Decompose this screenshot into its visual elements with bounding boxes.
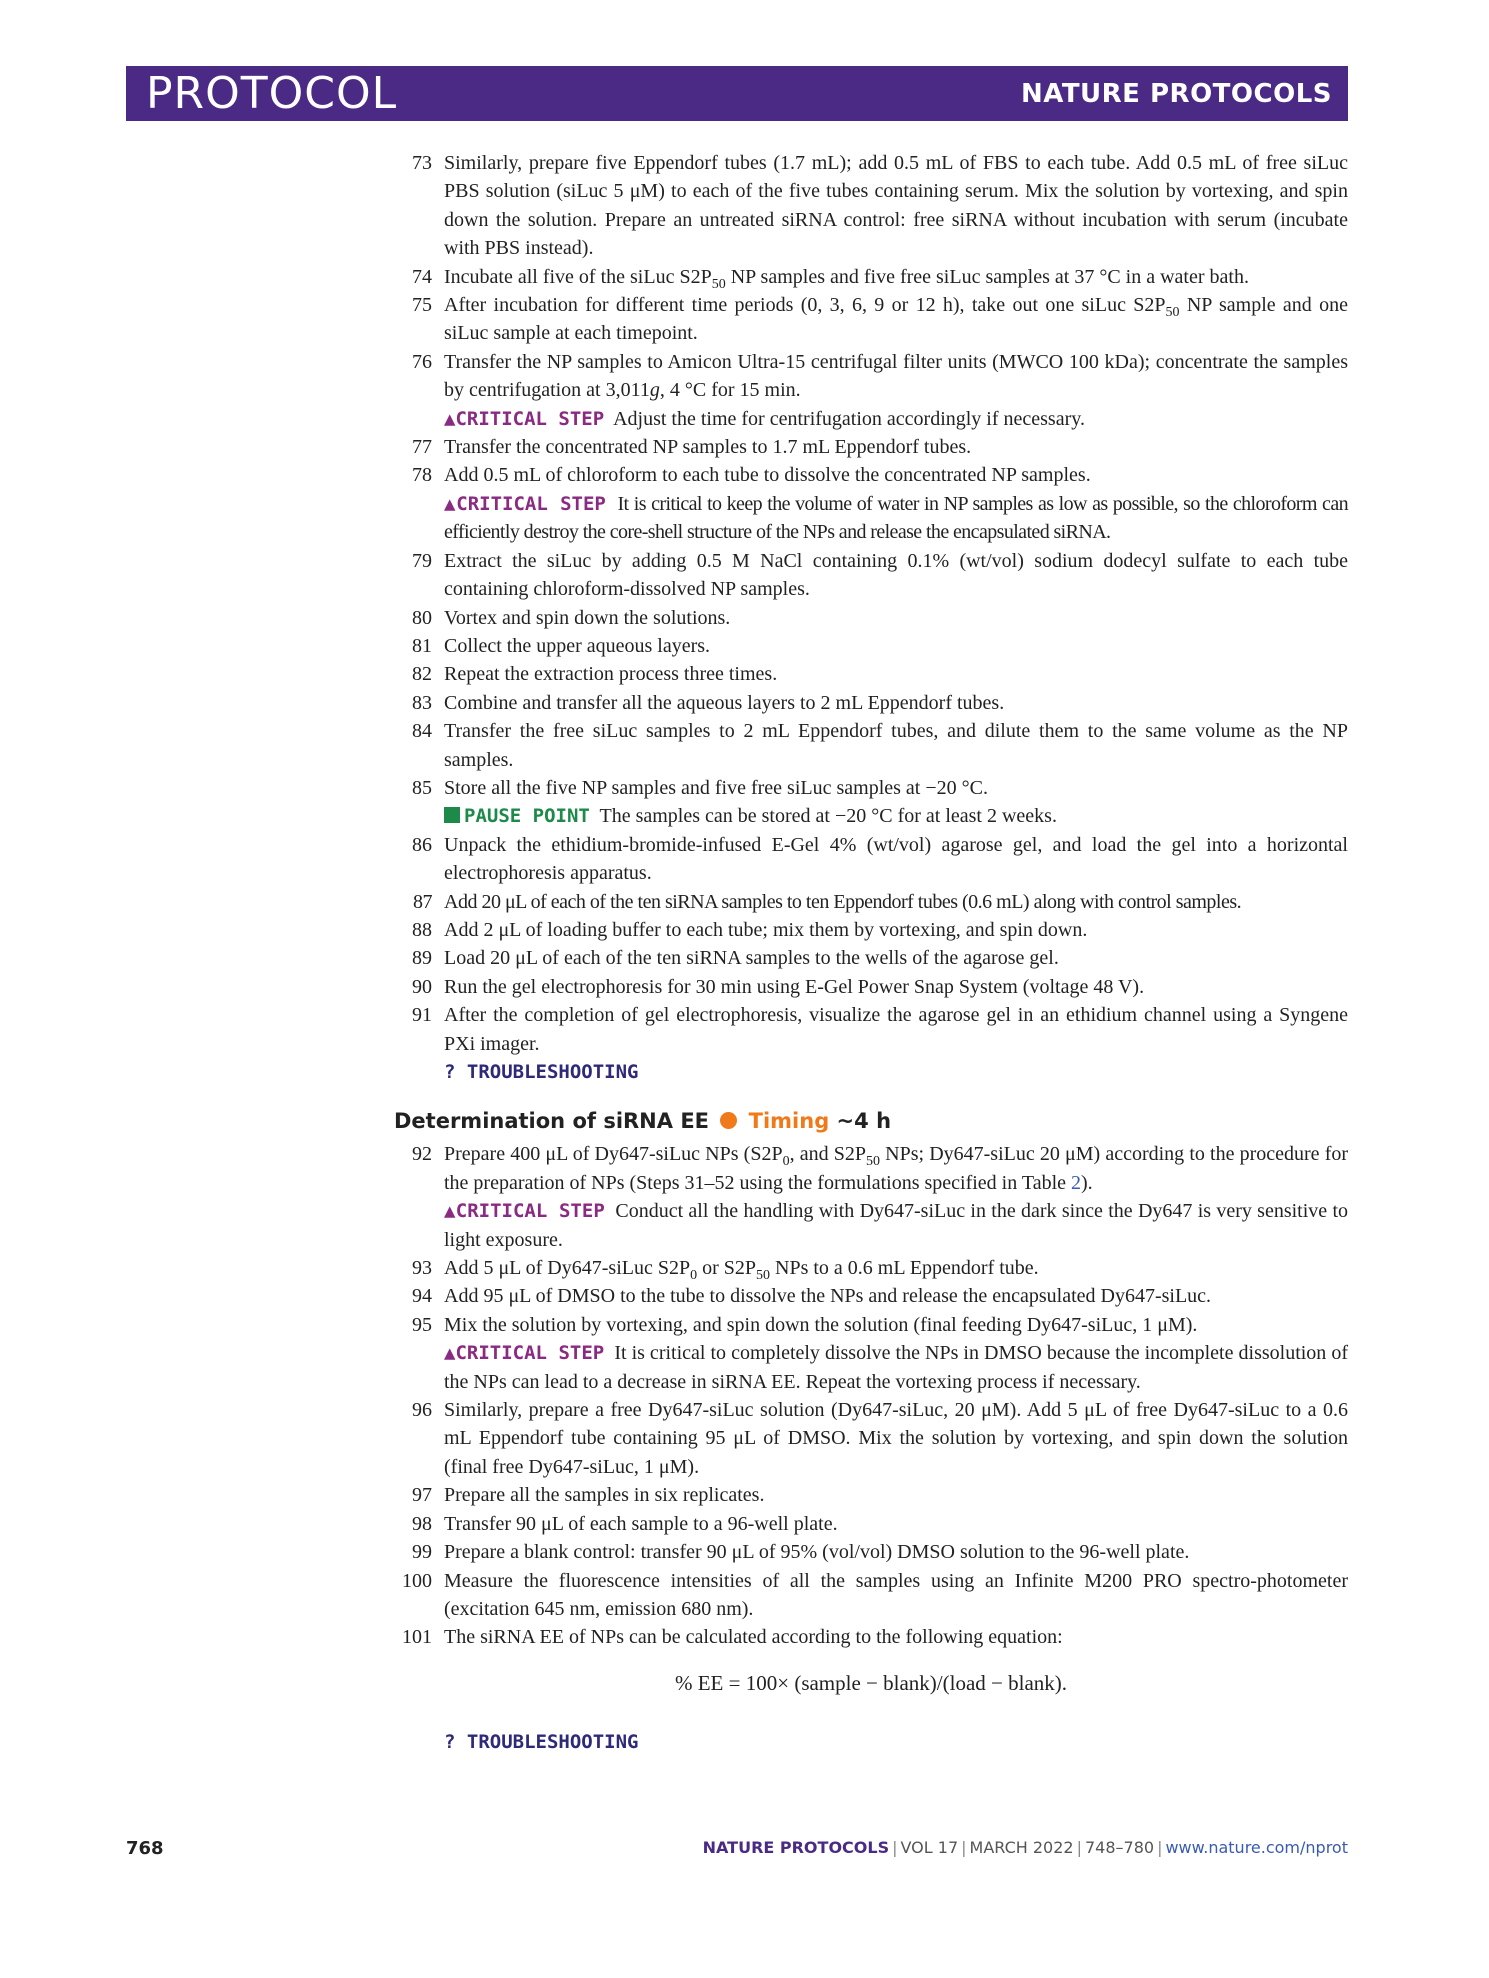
step-78 xyxy=(394,461,1348,546)
step-number: 80 xyxy=(412,606,432,629)
critical-step-label: ▲CRITICAL STEP xyxy=(444,1200,605,1223)
step-number: 99 xyxy=(412,1541,432,1564)
step-number: 90 xyxy=(412,975,432,998)
step-text: Vortex and spin down the solutions. xyxy=(444,606,731,629)
step-85 xyxy=(394,774,1348,831)
pause-point-label: PAUSE POINT xyxy=(444,805,590,827)
step-text: Measure the fluorescence intensities of all the samples using an Infinite M200 PRO spectro-photometer (excitation 645 nm, emission 680 nm). xyxy=(444,1569,1348,1620)
step-87 xyxy=(394,888,1348,916)
triangle-icon: ▲ xyxy=(444,1342,456,1365)
table-reference-link[interactable]: 2 xyxy=(1071,1171,1082,1194)
pause-point-text: The samples can be stored at −20 °C for at least 2 weeks. xyxy=(599,805,1057,828)
step-number: 92 xyxy=(412,1143,432,1166)
critical-step-text: Conduct all the handling with Dy647-siLuc in the dark since the Dy647 is very sensitive to light exposure. xyxy=(444,1200,1349,1251)
step-text: Transfer the free siLuc samples to 2 mL Eppendorf tubes, and dilute them to the same volume as the NP samples. xyxy=(444,720,1348,771)
step-text: Mix the solution by vortexing, and spin down the solution (final feeding Dy647-siLuc, 1 μM). xyxy=(444,1313,1198,1336)
step-number: 74 xyxy=(412,265,432,288)
critical-step-text: It is critical to keep the volume of water in NP samples as low as possible, so the chloroform can efficiently destroy the core-shell structure of the NPs and release the encapsulated siRNA. xyxy=(444,492,1349,544)
step-text: Extract the siLuc by adding 0.5 M NaCl containing 0.1% (wt/vol) sodium dodecyl sulfate to each tube containing chloroform-dissolved NP samples. xyxy=(444,549,1348,601)
step-89 xyxy=(394,944,1348,972)
step-text: After the completion of gel electrophoresis, visualize the agarose gel in an ethidium channel using a Syngene PXi imager. xyxy=(444,1004,1348,1055)
troubleshooting-link[interactable]: ? TROUBLESHOOTING xyxy=(444,1061,639,1083)
triangle-icon: ▲ xyxy=(444,407,456,430)
step-text: NPs to a 0.6 mL Eppendorf tube. xyxy=(770,1257,1039,1280)
step-number: 88 xyxy=(412,918,432,941)
critical-step-label: ▲CRITICAL STEP xyxy=(444,492,606,515)
journal-url-link[interactable]: www.nature.com/nprot xyxy=(1165,1838,1348,1857)
square-icon xyxy=(444,807,460,823)
subscript: 50 xyxy=(1165,305,1180,321)
step-number: 85 xyxy=(412,776,432,799)
step-96 xyxy=(394,1396,1348,1481)
step-text: Combine and transfer all the aqueous layers to 2 mL Eppendorf tubes. xyxy=(444,691,1005,714)
footer-volume: VOL 17 xyxy=(900,1838,959,1857)
step-73 xyxy=(394,149,1348,263)
timing-value: ~4 h xyxy=(836,1109,892,1134)
step-number: 96 xyxy=(412,1399,432,1422)
step-77 xyxy=(394,433,1348,461)
step-number: 91 xyxy=(412,1004,432,1027)
triangle-icon: ▲ xyxy=(444,1200,456,1223)
step-75 xyxy=(394,291,1348,348)
step-number: 81 xyxy=(412,634,432,657)
step-text: NP sample and one siLuc sample at each timepoint. xyxy=(444,294,1348,345)
critical-step-text: Adjust the time for centrifugation accordingly if necessary. xyxy=(613,407,1085,430)
step-99 xyxy=(394,1538,1348,1566)
step-text: Transfer the concentrated NP samples to 1.7 mL Eppendorf tubes. xyxy=(444,436,972,459)
step-text: Transfer the NP samples to Amicon Ultra-15 centrifugal filter units (MWCO 100 kDa); concentrate the samples by centrifugation at 3,011 xyxy=(444,350,1348,402)
subscript: 50 xyxy=(711,276,726,292)
step-number: 86 xyxy=(412,833,432,856)
step-text: Add 20 μL of each of the ten siRNA samples to ten Eppendorf tubes (0.6 mL) along with control samples. xyxy=(444,890,1242,913)
step-number: 78 xyxy=(412,464,432,487)
step-number: 101 xyxy=(402,1626,432,1649)
subscript: 50 xyxy=(756,1268,770,1284)
step-92 xyxy=(394,1140,1348,1254)
step-number: 89 xyxy=(412,947,432,970)
step-number: 79 xyxy=(412,549,432,572)
step-text: Collect the upper aqueous layers. xyxy=(444,634,711,657)
step-text: Unpack the ethidium-bromide-infused E-Gel 4% (wt/vol) agarose gel, and load the gel into a horizontal electrophoresis apparatus. xyxy=(444,833,1348,885)
timing-label: Timing xyxy=(748,1109,830,1134)
step-98 xyxy=(394,1510,1348,1538)
step-number: 83 xyxy=(412,691,432,714)
step-94 xyxy=(394,1282,1348,1310)
step-text: NPs; Dy647-siLuc 20 μM) according to the procedure for the preparation of NPs (Steps 31–52 using the formulations specified in Table xyxy=(444,1143,1349,1194)
step-number: 82 xyxy=(412,663,432,686)
footer-journal: NATURE PROTOCOLS xyxy=(702,1838,890,1857)
step-text: Similarly, prepare a free Dy647-siLuc solution (Dy647-siLuc, 20 μM). Add 5 μL of free Dy647-siLuc to a 0.6 mL Eppendorf tube containing 95 μL of DMSO. Mix the solution by vortexing, and spin down the solution (final free Dy647-siLuc, 1 μM). xyxy=(444,1399,1348,1478)
step-number: 75 xyxy=(412,294,432,317)
step-text: Add 95 μL of DMSO to the tube to dissolve the NPs and release the encapsulated Dy647-siLuc. xyxy=(444,1285,1212,1308)
step-text: Prepare 400 μL of Dy647-siLuc NPs (S2P xyxy=(444,1143,783,1166)
section-heading xyxy=(394,1106,1348,1136)
step-text: Prepare a blank control: transfer 90 μL of 95% (vol/vol) DMSO solution to the 96-well plate. xyxy=(444,1541,1190,1564)
step-100 xyxy=(394,1567,1348,1624)
step-text: Add 5 μL of Dy647-siLuc S2P xyxy=(444,1257,691,1280)
step-number: 84 xyxy=(412,720,432,743)
ee-equation: % EE = 100× (sample − blank)/(load − blank). xyxy=(674,1670,1068,1695)
step-number: 94 xyxy=(412,1285,432,1308)
step-86 xyxy=(394,831,1348,888)
footer-citation: NATURE PROTOCOLS | VOL 17 | MARCH 2022 | 748–780 | www.nature.com/nprot xyxy=(702,1838,1348,1857)
step-text: Add 0.5 mL of chloroform to each tube to dissolve the concentrated NP samples. xyxy=(444,464,1091,487)
step-text: or S2P xyxy=(697,1257,756,1280)
critical-step-label: ▲CRITICAL STEP xyxy=(444,407,605,430)
journal-label: NATURE PROTOCOLS xyxy=(1020,79,1332,109)
step-74 xyxy=(394,263,1348,291)
step-number: 97 xyxy=(412,1484,432,1507)
step-79 xyxy=(394,547,1348,604)
step-number: 98 xyxy=(412,1512,432,1535)
step-97 xyxy=(394,1481,1348,1509)
step-101 xyxy=(394,1623,1348,1651)
step-84 xyxy=(394,717,1348,774)
step-90 xyxy=(394,973,1348,1001)
step-number: 93 xyxy=(412,1257,432,1280)
footer-pages: 748–780 xyxy=(1084,1838,1155,1857)
troubleshooting-link[interactable]: ? TROUBLESHOOTING xyxy=(444,1730,639,1753)
step-91 xyxy=(394,1001,1348,1058)
step-83 xyxy=(394,689,1348,717)
critical-step-text: It is critical to completely dissolve the NPs in DMSO because the incomplete dissolution of the NPs can lead to a decrease in siRNA EE. Repeat the vortexing process if necessary. xyxy=(444,1342,1348,1393)
step-text: ). xyxy=(1081,1171,1093,1194)
step-text: Run the gel electrophoresis for 30 min using E-Gel Power Snap System (voltage 48 V). xyxy=(444,975,1145,998)
step-text: Similarly, prepare five Eppendorf tubes (1.7 mL); add 0.5 mL of FBS to each tube. Add 0.5 mL of free siLuc PBS solution (siLuc 5 μM) to each of the five tubes containing serum. Mix the solution by vortexing, and spin down the solution. Prepare an untreated siRNA control: free siRNA without incubation with serum (incubate with PBS instead). xyxy=(444,152,1348,260)
step-95 xyxy=(394,1311,1348,1396)
step-number: 76 xyxy=(412,350,432,373)
footer-date: MARCH 2022 xyxy=(969,1838,1074,1857)
step-text: The siRNA EE of NPs can be calculated according to the following equation: xyxy=(444,1626,1063,1649)
timing-clock-icon xyxy=(720,1112,737,1129)
g-force-symbol: g xyxy=(649,379,660,402)
step-text: , and S2P xyxy=(789,1143,867,1166)
protocol-content xyxy=(394,149,1348,1756)
step-text: Incubate all five of the siLuc S2P xyxy=(444,265,712,288)
step-88 xyxy=(394,916,1348,944)
subscript: 0 xyxy=(782,1154,790,1170)
step-text: Repeat the extraction process three times. xyxy=(444,663,778,686)
step-81 xyxy=(394,632,1348,660)
page-number: 768 xyxy=(126,1838,164,1859)
triangle-icon: ▲ xyxy=(444,492,457,515)
step-number: 95 xyxy=(412,1313,432,1336)
step-text: Prepare all the samples in six replicates. xyxy=(444,1484,765,1507)
step-82 xyxy=(394,660,1348,688)
step-text: Load 20 μL of each of the ten siRNA samples to the wells of the agarose gel. xyxy=(444,947,1059,970)
step-93 xyxy=(394,1254,1348,1282)
subscript: 50 xyxy=(866,1154,881,1170)
step-text: Transfer 90 μL of each sample to a 96-well plate. xyxy=(444,1512,838,1535)
step-number: 77 xyxy=(412,436,432,459)
step-number: 73 xyxy=(412,152,432,174)
step-number: 100 xyxy=(402,1569,432,1592)
critical-step-label: ▲CRITICAL STEP xyxy=(444,1342,605,1365)
step-80 xyxy=(394,604,1348,632)
subscript: 0 xyxy=(690,1268,698,1284)
step-number: 87 xyxy=(413,890,432,913)
step-text: NP samples and five free siLuc samples at 37 °C in a water bath. xyxy=(725,265,1249,288)
step-text: Store all the five NP samples and five free siLuc samples at −20 °C. xyxy=(444,776,988,799)
section-label: PROTOCOL xyxy=(146,68,398,119)
step-text: Add 2 μL of loading buffer to each tube; mix them by vortexing, and spin down. xyxy=(444,918,1088,941)
section-title: Determination of siRNA EE xyxy=(394,1109,710,1134)
step-text: , 4 °C for 15 min. xyxy=(659,379,801,402)
step-text: After incubation for different time periods (0, 3, 6, 9 or 12 h), take out one siLuc S2P xyxy=(444,294,1166,317)
header-banner xyxy=(126,66,1348,121)
step-76 xyxy=(394,348,1348,433)
